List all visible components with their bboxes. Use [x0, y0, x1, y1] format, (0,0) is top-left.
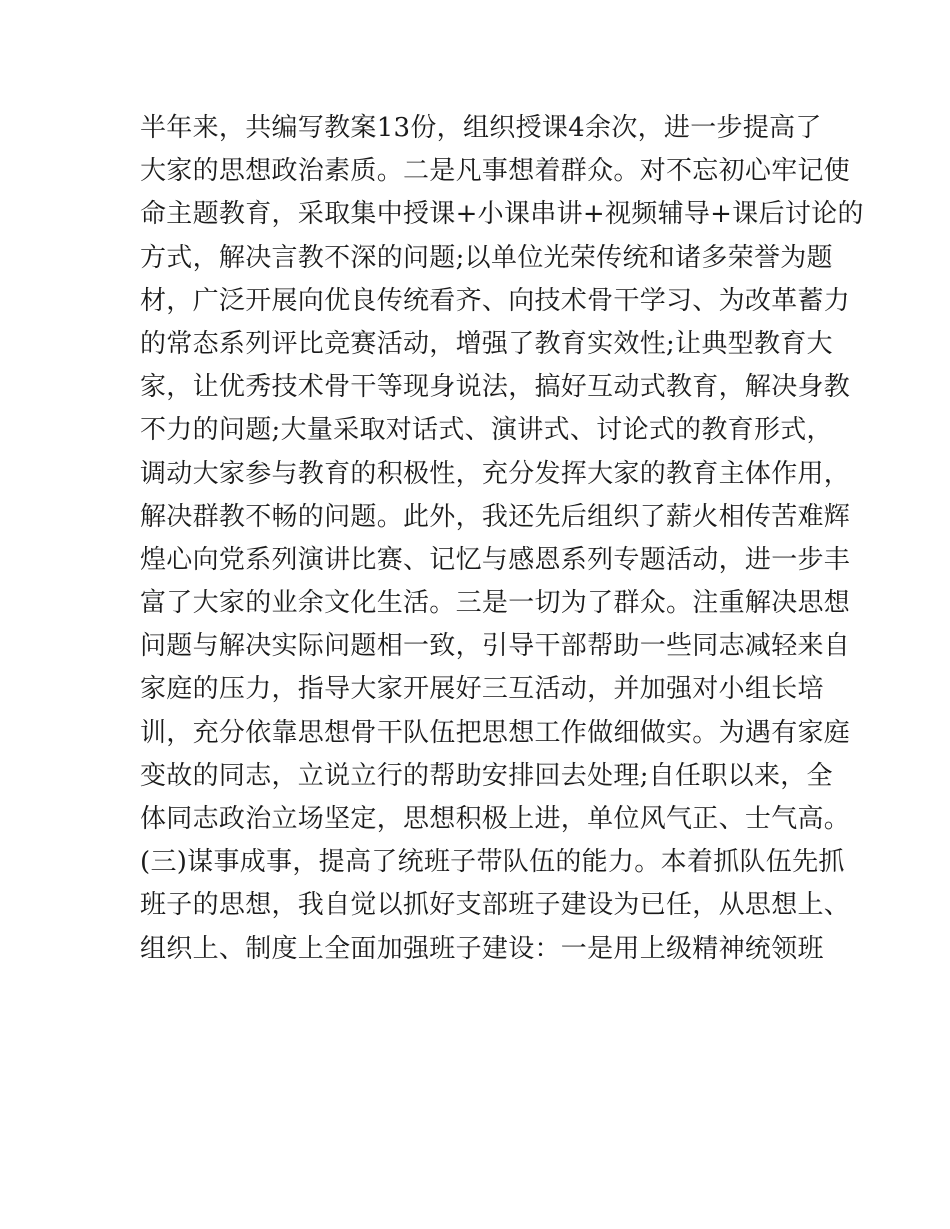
text-line: 命主题教育，采取集中授课+小课串讲+视频辅导+课后讨论的 [140, 199, 864, 230]
text-line: 大家的思想政治素质。二是凡事想着群众。对不忘初心牢记使 [140, 156, 851, 187]
text-line: 的常态系列评比竞赛活动，增强了教育实效性;让典型教育大 [140, 328, 833, 359]
text-line: (三)谋事成事，提高了统班子带队伍的能力。本着抓队伍先抓 [140, 847, 845, 878]
text-line: 组织上、制度上全面加强班子建设：一是用上级精神统领班 [140, 933, 824, 964]
text-line: 解决群教不畅的问题。此外，我还先后组织了薪火相传苦难辉 [140, 501, 851, 532]
text-line: 富了大家的业余文化生活。三是一切为了群众。注重解决思想 [140, 588, 851, 619]
text-line: 调动大家参与教育的积极性，充分发挥大家的教育主体作用， [140, 458, 851, 489]
text-line: 问题与解决实际问题相一致，引导干部帮助一些同志减轻来自 [140, 631, 851, 662]
body-text [140, 107, 864, 971]
text-line: 家庭的压力，指导大家开展好三互活动，并加强对小组长培 [140, 674, 824, 705]
text-line: 班子的思想，我自觉以抓好支部班子建设为已任，从思想上、 [140, 890, 851, 921]
text-line: 变故的同志，立说立行的帮助安排回去处理;自任职以来，全 [140, 760, 833, 791]
text-line: 煌心向党系列演讲比赛、记忆与感恩系列专题活动，进一步丰 [140, 544, 851, 575]
text-line: 方式，解决言教不深的问题;以单位光荣传统和诸多荣誉为题 [140, 242, 833, 273]
text-line: 半年来，共编写教案13份，组织授课4余次，进一步提高了 [140, 113, 822, 143]
text-line: 训，充分依靠思想骨干队伍把思想工作做细做实。为遇有家庭 [140, 717, 851, 748]
text-line: 体同志政治立场坚定，思想积极上进，单位风气正、士气高。 [140, 804, 851, 834]
text-line: 不力的问题;大量采取对话式、演讲式、讨论式的教育形式， [140, 415, 833, 446]
text-line: 家，让优秀技术骨干等现身说法，搞好互动式教育，解决身教 [140, 372, 851, 403]
text-line: 材，广泛开展向优良传统看齐、向技术骨干学习、为改革蓄力 [140, 285, 851, 316]
